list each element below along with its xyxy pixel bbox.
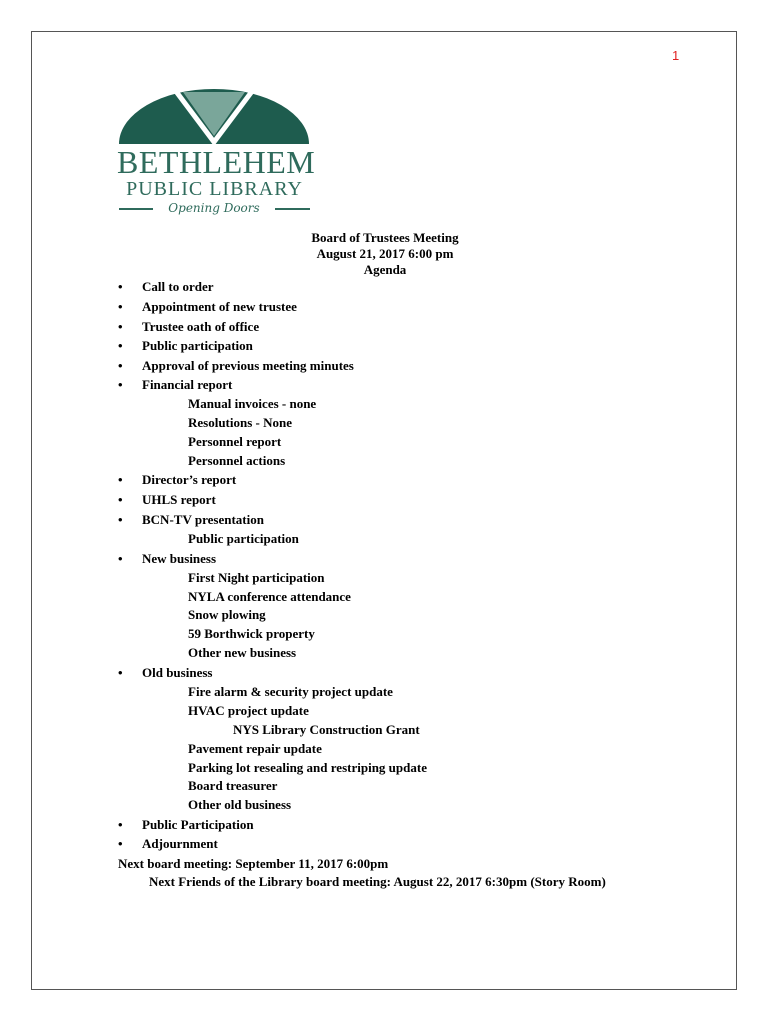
agenda-item-text: Old business xyxy=(142,665,213,680)
bullet-icon: • xyxy=(118,665,123,680)
bullet-icon: • xyxy=(118,472,123,487)
next-friends-meeting: Next Friends of the Library board meeting: August 22, 2017 6:30pm (Story Room) xyxy=(149,874,606,889)
agenda-subitem-text: NYS Library Construction Grant xyxy=(233,722,420,737)
agenda-item-text: Approval of previous meeting minutes xyxy=(142,358,354,373)
bullet-icon: • xyxy=(118,377,123,392)
agenda-subitem-text: NYLA conference attendance xyxy=(188,589,351,604)
agenda-subitem-text: Parking lot resealing and restriping update xyxy=(188,760,427,775)
bullet-icon: • xyxy=(118,279,123,294)
meeting-title: Board of Trustees Meeting xyxy=(311,230,459,245)
page-number: 1 xyxy=(672,48,680,63)
logo-rule-left xyxy=(119,208,153,210)
meeting-date: August 21, 2017 6:00 pm xyxy=(316,246,454,261)
agenda-subitem-text: Pavement repair update xyxy=(188,741,322,756)
meeting-header xyxy=(0,230,770,278)
agenda-item-text: Financial report xyxy=(142,377,233,392)
bullet-icon: • xyxy=(118,319,123,334)
bullet-icon: • xyxy=(118,512,123,527)
bullet-icon: • xyxy=(118,299,123,314)
agenda-item-text: Trustee oath of office xyxy=(142,319,260,334)
bullet-icon: • xyxy=(118,836,123,851)
agenda-subitem-text: 59 Borthwick property xyxy=(188,626,315,641)
bullet-icon: • xyxy=(118,358,123,373)
logo-rule-right xyxy=(275,208,310,210)
agenda-subitem-text: Board treasurer xyxy=(188,778,278,793)
agenda-item-text: Public participation xyxy=(142,338,253,353)
logo-tagline-row xyxy=(117,200,312,216)
bullet-icon: • xyxy=(118,338,123,353)
agenda-subitem-text: HVAC project update xyxy=(188,703,309,718)
agenda-item-text: Call to order xyxy=(142,279,214,294)
agenda-subitem-text: Fire alarm & security project update xyxy=(188,684,393,699)
agenda-subitem-text: Other new business xyxy=(188,645,297,660)
agenda-item-text: Public Participation xyxy=(142,817,254,832)
agenda-item-text: New business xyxy=(142,551,217,566)
agenda-item-text: Appointment of new trustee xyxy=(142,299,297,314)
logo-arch-icon xyxy=(117,86,312,146)
agenda-subitem-text: Personnel report xyxy=(188,434,282,449)
bullet-icon: • xyxy=(118,492,123,507)
agenda-subitem-text: Personnel actions xyxy=(188,453,286,468)
logo-name: BETHLEHEM xyxy=(117,144,316,180)
agenda-subitem-text: Other old business xyxy=(188,797,292,812)
agenda-subitem-text: Public participation xyxy=(188,531,299,546)
agenda-item-text: Adjournment xyxy=(142,836,218,851)
library-logo xyxy=(117,86,316,218)
agenda-item-text: Director’s report xyxy=(142,472,237,487)
agenda-subitem-text: Snow plowing xyxy=(188,607,266,622)
logo-tagline: Opening Doors xyxy=(168,201,260,215)
logo-subtitle: PUBLIC LIBRARY xyxy=(126,178,303,200)
bullet-icon: • xyxy=(118,551,123,566)
bullet-icon: • xyxy=(118,817,123,832)
agenda-label: Agenda xyxy=(363,262,407,277)
agenda-subitem-text: Resolutions - None xyxy=(188,415,293,430)
agenda-subitem-text: Manual invoices - none xyxy=(188,396,317,411)
agenda-item-text: BCN-TV presentation xyxy=(142,512,264,527)
agenda-item-text: UHLS report xyxy=(142,492,216,507)
next-board-meeting: Next board meeting: September 11, 2017 6:00pm xyxy=(118,856,389,871)
agenda-subitem-text: First Night participation xyxy=(188,570,325,585)
